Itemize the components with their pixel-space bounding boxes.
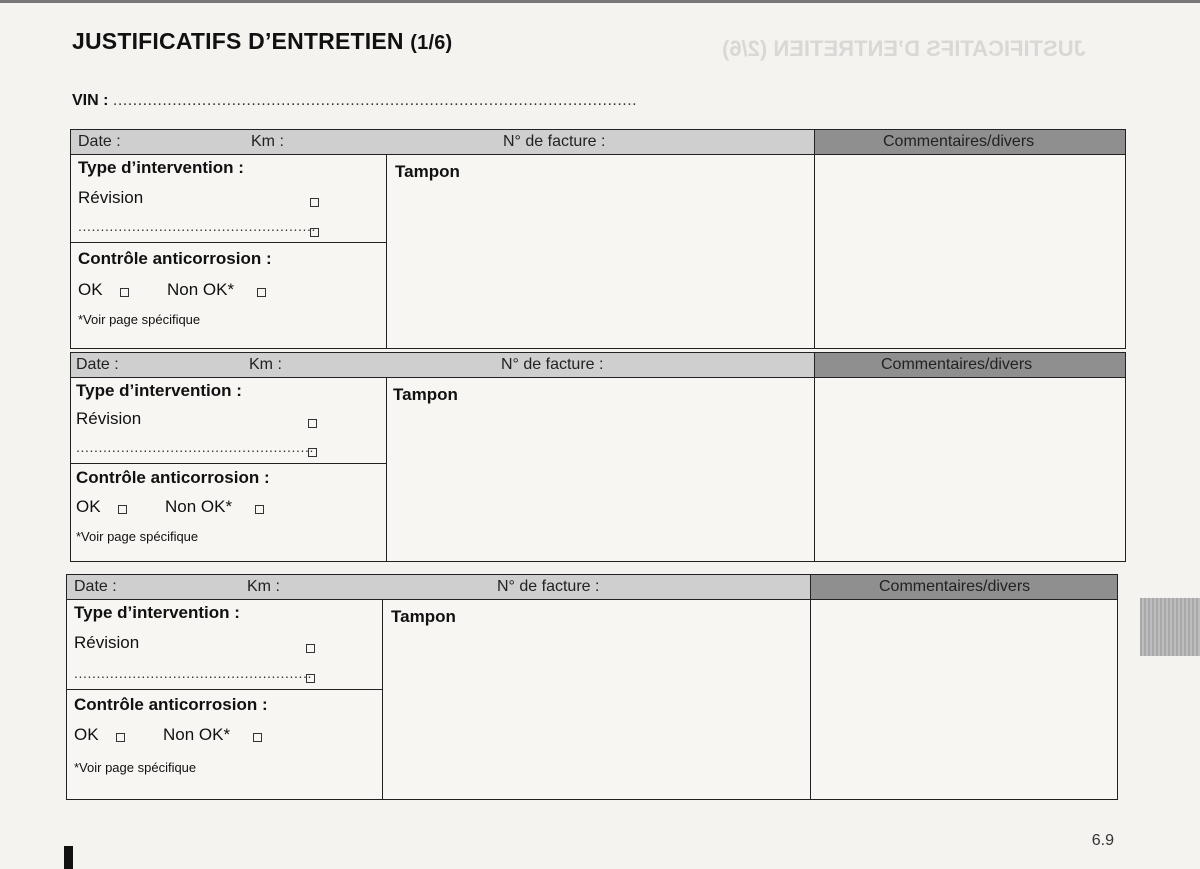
- revision-label: Révision: [78, 188, 144, 207]
- record-left-column: [71, 154, 387, 348]
- not-ok-checkbox[interactable]: [253, 733, 262, 742]
- maintenance-record-2: [70, 352, 1126, 562]
- stamp-area[interactable]: [387, 154, 815, 348]
- anticorrosion-label: Contrôle anticorrosion :: [74, 695, 268, 714]
- page-title-suffix: (1/6): [410, 32, 453, 54]
- intervention-section: [71, 154, 386, 243]
- date-label: Date :: [74, 578, 117, 595]
- stamp-area[interactable]: [383, 599, 811, 799]
- intervention-section: [67, 599, 382, 690]
- other-intervention-checkbox[interactable]: [308, 448, 317, 457]
- not-ok-label: Non OK*: [165, 497, 233, 516]
- not-ok-label: Non OK*: [167, 280, 235, 299]
- invoice-label: N° de facture :: [501, 356, 604, 373]
- record-header-left: [71, 353, 815, 377]
- comments-area[interactable]: [815, 377, 1125, 561]
- comments-area[interactable]: [815, 154, 1125, 348]
- maintenance-record-1: [70, 129, 1126, 349]
- record-left-column: [67, 599, 383, 799]
- record-header-left: [67, 575, 811, 599]
- comments-label: Commentaires/divers: [881, 356, 1033, 373]
- intervention-section: [71, 377, 386, 464]
- anticorrosion-label: Contrôle anticorrosion :: [76, 468, 270, 487]
- km-label: Km :: [247, 578, 280, 595]
- other-intervention-field[interactable]: .....................................................: [78, 218, 316, 234]
- maintenance-record-3: [66, 574, 1118, 800]
- revision-label: Révision: [74, 633, 140, 652]
- revision-checkbox[interactable]: [306, 644, 315, 653]
- page-number: 6.9: [1091, 832, 1114, 849]
- not-ok-checkbox[interactable]: [257, 288, 266, 297]
- other-intervention-checkbox[interactable]: [310, 228, 319, 237]
- page-title: [72, 28, 452, 55]
- ok-label: OK: [74, 725, 99, 744]
- km-label: Km :: [249, 356, 282, 373]
- record-header: [71, 130, 1125, 155]
- specific-page-note: *Voir page spécifique: [78, 312, 201, 327]
- revision-checkbox[interactable]: [310, 198, 319, 207]
- record-left-column: [71, 377, 387, 561]
- intervention-type-label: Type d’intervention :: [78, 158, 244, 177]
- intervention-type-label: Type d’intervention :: [76, 381, 242, 400]
- bleed-through-title: JUSTIFICATIFS D’ENTRETIEN (2/6): [722, 36, 1086, 61]
- record-header-right: [815, 130, 1125, 154]
- page-binding-shadow: [0, 0, 1200, 3]
- stamp-area[interactable]: [387, 377, 815, 561]
- other-intervention-checkbox[interactable]: [306, 674, 315, 683]
- record-header-right: [811, 575, 1117, 599]
- other-intervention-field[interactable]: .....................................................: [76, 439, 314, 455]
- ok-label: OK: [76, 497, 101, 516]
- vin-field[interactable]: ..........................................................................................................: [112, 92, 638, 109]
- specific-page-note: *Voir page spécifique: [74, 760, 197, 775]
- page-title-main: JUSTIFICATIFS D’ENTRETIEN: [72, 28, 404, 54]
- revision-checkbox[interactable]: [308, 419, 317, 428]
- revision-label: Révision: [76, 409, 142, 428]
- record-header-left: [71, 130, 815, 154]
- other-intervention-field[interactable]: .....................................................: [74, 665, 312, 681]
- ok-label: OK: [78, 280, 103, 299]
- specific-page-note: *Voir page spécifique: [76, 529, 199, 544]
- comments-area[interactable]: [811, 599, 1117, 799]
- intervention-type-label: Type d’intervention :: [74, 603, 240, 622]
- stamp-label: Tampon: [395, 162, 460, 181]
- vin-row: [72, 92, 638, 110]
- comments-label: Commentaires/divers: [883, 133, 1035, 150]
- ok-checkbox[interactable]: [116, 733, 125, 742]
- page-edge-marker: [64, 846, 73, 869]
- anticorrosion-label: Contrôle anticorrosion :: [78, 249, 272, 268]
- record-header: [67, 575, 1117, 600]
- not-ok-checkbox[interactable]: [255, 505, 264, 514]
- comments-label: Commentaires/divers: [879, 578, 1031, 595]
- date-label: Date :: [76, 356, 119, 373]
- ok-checkbox[interactable]: [118, 505, 127, 514]
- invoice-label: N° de facture :: [497, 578, 600, 595]
- section-tab-marker: [1140, 598, 1200, 656]
- vin-label: VIN :: [72, 92, 109, 109]
- not-ok-label: Non OK*: [163, 725, 231, 744]
- km-label: Km :: [251, 133, 284, 150]
- record-header-right: [815, 353, 1125, 377]
- stamp-label: Tampon: [393, 385, 458, 404]
- date-label: Date :: [78, 133, 121, 150]
- stamp-label: Tampon: [391, 607, 456, 626]
- record-header: [71, 353, 1125, 378]
- invoice-label: N° de facture :: [503, 133, 606, 150]
- ok-checkbox[interactable]: [120, 288, 129, 297]
